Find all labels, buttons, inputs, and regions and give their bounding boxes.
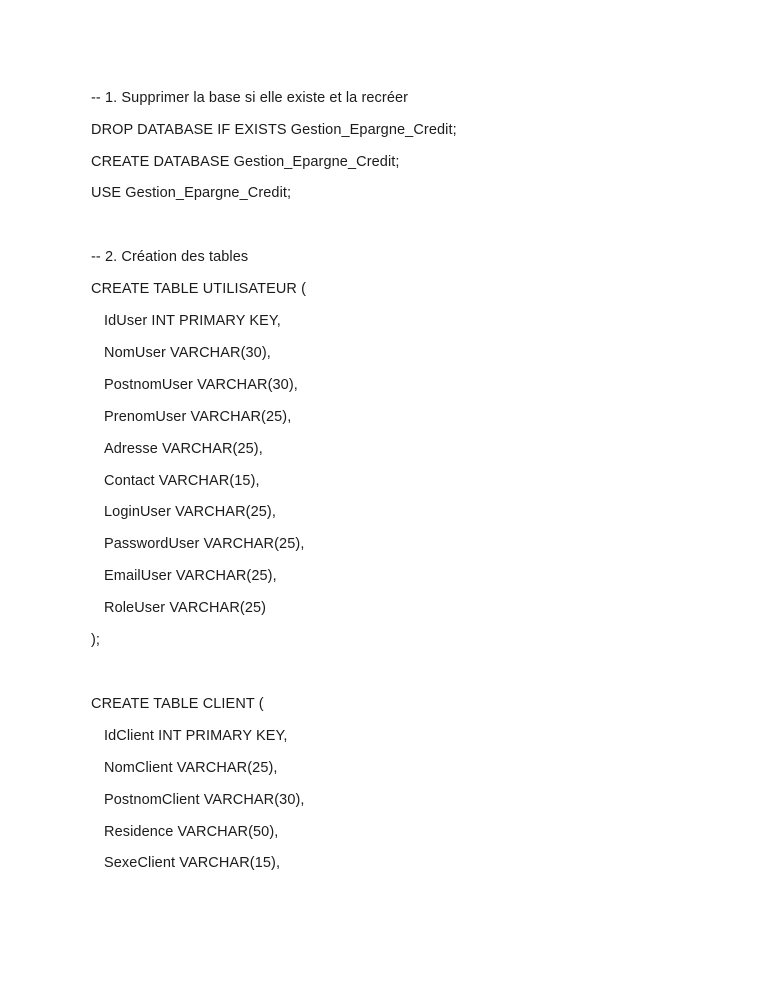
code-line: -- 2. Création des tables [91, 249, 249, 266]
code-line: CREATE TABLE CLIENT ( [91, 695, 264, 712]
code-line: DROP DATABASE IF EXISTS Gestion_Epargne_Credit; [91, 121, 457, 138]
code-line [91, 210, 728, 242]
code-line: USE Gestion_Epargne_Credit; [91, 185, 292, 202]
code-line: CREATE TABLE UTILISATEUR ( [91, 281, 307, 298]
code-line: Residence VARCHAR(50), [104, 823, 279, 840]
code-line: SexeClient VARCHAR(15), [104, 855, 281, 872]
code-line: ); [91, 632, 101, 649]
code-line: EmailUser VARCHAR(25), [104, 568, 277, 585]
code-line: -- 1. Supprimer la base si elle existe et la recréer [91, 89, 409, 106]
code-line: PasswordUser VARCHAR(25), [104, 536, 305, 553]
document-body [91, 82, 728, 880]
code-line: PrenomUser VARCHAR(25), [104, 408, 292, 425]
code-line: PostnomClient VARCHAR(30), [104, 791, 305, 808]
code-line: NomClient VARCHAR(25), [104, 759, 278, 776]
code-line: Contact VARCHAR(15), [104, 472, 260, 489]
code-line: Adresse VARCHAR(25), [104, 440, 263, 457]
code-line: IdClient INT PRIMARY KEY, [104, 727, 288, 744]
code-line [91, 656, 728, 688]
code-line: IdUser INT PRIMARY KEY, [104, 313, 281, 330]
code-line: PostnomUser VARCHAR(30), [104, 376, 298, 393]
code-line: NomUser VARCHAR(30), [104, 344, 271, 361]
code-line: CREATE DATABASE Gestion_Epargne_Credit; [91, 153, 400, 170]
code-line: LoginUser VARCHAR(25), [104, 504, 276, 521]
code-line: RoleUser VARCHAR(25) [104, 600, 267, 617]
